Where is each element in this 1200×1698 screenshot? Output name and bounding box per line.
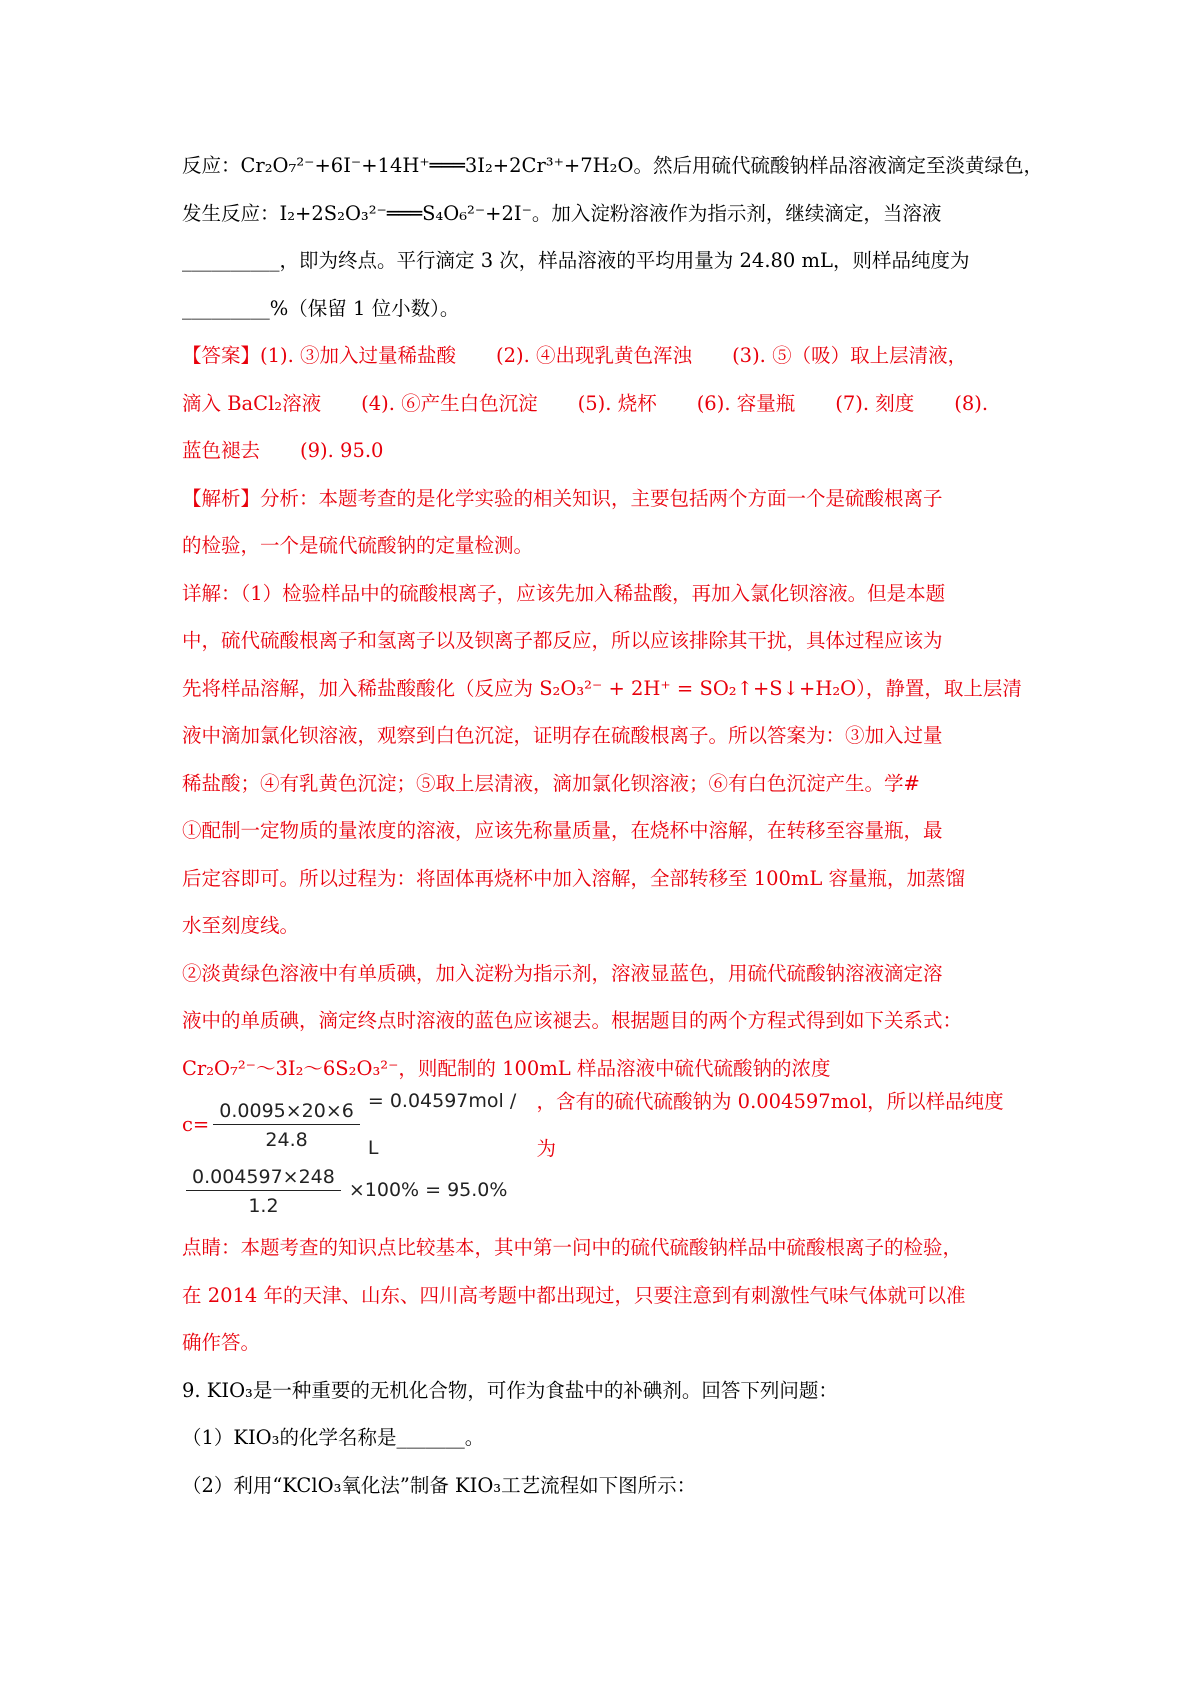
analysis-line: 详解：（1）检验样品中的硫酸根离子，应该先加入稀盐酸，再加入氯化钡溶液。但是本题 bbox=[182, 581, 946, 605]
concentration-formula bbox=[182, 1089, 1022, 1160]
analysis-line: 先将样品溶解，加入稀盐酸酸化（反应为 S₂O₃²⁻ + 2H⁺ = SO₂↑+S↓+H₂O），静置，取上层清 bbox=[182, 676, 1022, 700]
answer-item: 蓝色褪去 bbox=[182, 439, 261, 462]
question9-line: 9. KIO₃是一种重要的无机化合物，可作为食盐中的补碘剂。回答下列问题： bbox=[182, 1378, 838, 1402]
answer-item: (6). 容量瓶 bbox=[696, 391, 796, 415]
analysis-line: 液中滴加氯化钡溶液，观察到白色沉淀，证明存在硫酸根离子。所以答案为：③加入过量 bbox=[182, 724, 943, 747]
analysis-line: Cr₂O₇²⁻～3I₂～6S₂O₃²⁻，则配制的 100mL 样品溶液中硫代硫酸钠的浓度 bbox=[182, 1056, 831, 1080]
answer-item: (4). ⑥产生白色沉淀 bbox=[361, 391, 538, 415]
answer-item: 滴入 BaCl₂溶液 bbox=[182, 391, 322, 415]
analysis-line: 中，硫代硫酸根离子和氢离子以及钡离子都反应，所以应该排除其干扰，具体过程应该为 bbox=[182, 629, 943, 652]
answer-line bbox=[182, 427, 1022, 475]
analysis-line: 液中的单质碘，滴定终点时溶液的蓝色应该褪去。根据题目的两个方程式得到如下关系式： bbox=[182, 1009, 963, 1032]
question9-line: （1）KIO₃的化学名称是_______。 bbox=[182, 1426, 485, 1449]
answer-item: (7). 刻度 bbox=[835, 391, 915, 415]
answer-item: (9). 95.0 bbox=[300, 439, 384, 462]
answer-line bbox=[182, 380, 1022, 428]
analysis-line: ①配制一定物质的量浓度的溶液，应该先称量质量，在烧杯中溶解，在转移至容量瓶，最 bbox=[182, 819, 943, 842]
answer-item: (2). ④出现乳黄色浑浊 bbox=[496, 344, 693, 367]
answer-item: 【答案】(1). ③加入过量稀盐酸 bbox=[182, 344, 457, 367]
formula-denominator: 24.8 bbox=[265, 1128, 308, 1151]
formula-fraction bbox=[213, 1098, 360, 1153]
formula-result: ×100% = 95.0% bbox=[348, 1179, 508, 1202]
question-text-line: 反应：Cr₂O₇²⁻+6I⁻+14H⁺═══3I₂+2Cr³⁺+7H₂O。然后用硫代硫酸钠样品溶液滴定至淡黄绿色， bbox=[182, 154, 1043, 177]
question-text-line: _________%（保留 1 位小数）。 bbox=[182, 296, 460, 320]
answer-item: (8). bbox=[954, 391, 989, 415]
answer-item: (3). ⑤（吸）取上层清液， bbox=[732, 344, 968, 367]
analysis-line: 稀盐酸；④有乳黄色沉淀；⑤取上层清液，滴加氯化钡溶液；⑥有白色沉淀产生。学# bbox=[182, 771, 920, 795]
formula-numerator: 0.0095×20×6 bbox=[213, 1098, 360, 1125]
question-text-line: 发生反应：I₂+2S₂O₃²⁻═══S₄O₆²⁻+2I⁻。加入淀粉溶液作为指示剂，继续滴定，当溶液 bbox=[182, 201, 942, 225]
analysis-line: 水至刻度线。 bbox=[182, 914, 300, 937]
document-content bbox=[182, 142, 1043, 1509]
formula-prefix: c= bbox=[182, 1113, 210, 1137]
comment-line: 点睛：本题考查的知识点比较基本，其中第一问中的硫代硫酸钠样品中硫酸根离子的检验， bbox=[182, 1236, 963, 1259]
formula-numerator: 0.004597×248 bbox=[186, 1164, 341, 1191]
analysis-line: 的检验，一个是硫代硫酸钠的定量检测。 bbox=[182, 534, 534, 557]
formula-denominator: 1.2 bbox=[248, 1194, 279, 1217]
question9-line: （2）利用“KClO₃氧化法”制备 KIO₃工艺流程如下图所示： bbox=[182, 1473, 697, 1497]
answer-line bbox=[182, 332, 1022, 380]
analysis-line: 后定容即可。所以过程为：将固体再烧杯中加入溶解，全部转移至 100mL 容量瓶，加蒸馏 bbox=[182, 866, 966, 890]
formula-fraction bbox=[186, 1164, 341, 1219]
analysis-line: 【解析】分析：本题考查的是化学实验的相关知识，主要包括两个方面一个是硫酸根离子 bbox=[182, 486, 943, 510]
comment-line: 确作答。 bbox=[182, 1331, 261, 1354]
analysis-line: ②淡黄绿色溶液中有单质碘，加入淀粉为指示剂，溶液显蓝色，用硫代硫酸钠溶液滴定溶 bbox=[182, 961, 943, 985]
answer-item: (5). 烧杯 bbox=[577, 391, 657, 415]
comment-line: 在 2014 年的天津、山东、四川高考题中都出现过，只要注意到有刺激性气味气体就可以准 bbox=[182, 1283, 966, 1307]
formula-suffix: ，含有的硫代硫酸钠为 0.004597mol，所以样品纯度为 bbox=[536, 1089, 1004, 1160]
formula-result: = 0.04597mol / L bbox=[367, 1089, 517, 1159]
question-text-line: __________，即为终点。平行滴定 3 次，样品溶液的平均用量为 24.80 mL，则样品纯度为 bbox=[182, 249, 970, 272]
